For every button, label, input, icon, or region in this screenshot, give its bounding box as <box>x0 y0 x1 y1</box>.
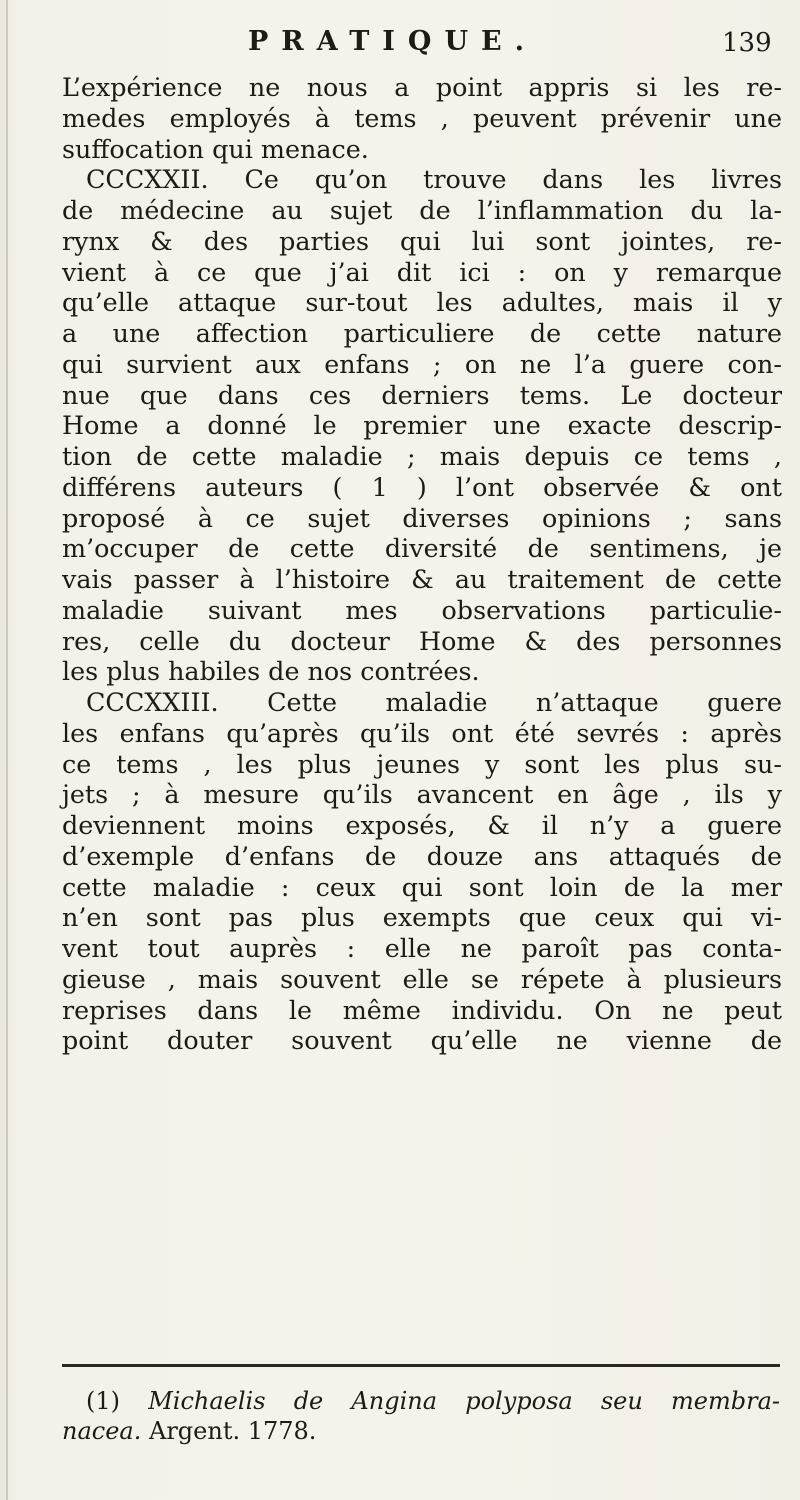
text-line: maladie suivant mes observations particulie- <box>62 594 782 625</box>
text-line: différens auteurs ( 1 ) l’ont observée & ont <box>62 471 782 502</box>
text-line: m’occuper de cette diversité de sentimens, je <box>62 533 782 564</box>
page-gutter-shadow <box>6 0 8 1500</box>
paragraph-start-cccxxii: CCCXXII. Ce qu’on trouve dans les livres <box>86 164 782 195</box>
footnote-citation-title-end: nacea. <box>62 1417 142 1445</box>
text-line: d’exemple d’enfans de douze ans attaqués de <box>62 840 782 871</box>
text-line: medes employés à tems , peuvent prévenir une <box>62 102 782 133</box>
text-line: vent tout auprès : elle ne paroît pas conta- <box>62 933 782 963</box>
footnote <box>62 1386 780 1446</box>
text-line: reprises dans le même individu. On ne peut <box>62 994 782 1025</box>
text-line: nue que dans ces derniers tems. Le docteur <box>62 379 782 410</box>
text-line: a une affection particuliere de cette nature <box>62 318 782 348</box>
footnote-marker: (1) <box>86 1387 120 1415</box>
text-line: jets ; à mesure qu’ils avancent en âge , ils y <box>62 779 782 810</box>
text-line: vient à ce que j’ai dit ici : on y remarque <box>62 256 782 287</box>
running-title: PRATIQUE. <box>248 26 537 57</box>
text-line: qui survient aux enfans ; on ne l’a guere con- <box>62 348 782 379</box>
text-line: ce tems , les plus jeunes y sont les plus su- <box>62 748 782 779</box>
text-line: deviennent moins exposés, & il n’y a guere <box>62 810 782 840</box>
text-line: vais passer à l’histoire & au traitement de cette <box>62 564 782 594</box>
text-line: qu’elle attaque sur-tout les adultes, mais il y <box>62 287 782 318</box>
text-line: res, celle du docteur Home & des personnes <box>62 625 782 656</box>
text-line: gieuse , mais souvent elle se répete à plusieurs <box>62 963 782 994</box>
text-line: L’expérience ne nous a point appris si les re- <box>62 72 782 102</box>
footnote-line-2 <box>62 1416 780 1446</box>
paragraph-start-cccxxiii: CCCXXIII. Cette maladie n’attaque guere <box>86 687 782 717</box>
text-line: les enfans qu’après qu’ils ont été sevrés : après <box>62 717 782 748</box>
text-line: n’en sont pas plus exempts que ceux qui vi- <box>62 902 782 933</box>
text-line: les plus habiles de nos contrées. <box>62 656 480 687</box>
footnote-line-1 <box>62 1386 780 1416</box>
running-head <box>0 26 800 66</box>
footnote-citation-place-year: Argent. 1778. <box>149 1417 317 1445</box>
text-line: proposé à ce sujet diverses opinions ; sans <box>62 502 782 533</box>
footnote-divider <box>62 1364 780 1367</box>
text-line: suffocation qui menace. <box>62 133 369 164</box>
text-line: de médecine au sujet de l’inflammation du la- <box>62 195 782 225</box>
footnote-citation-title: Michaelis de Angina polyposa seu membra- <box>148 1387 780 1415</box>
text-line: tion de cette maladie ; mais depuis ce tems , <box>62 441 782 471</box>
page-number: 139 <box>722 28 772 58</box>
text-line: cette maladie : ceux qui sont loin de la mer <box>62 871 782 902</box>
text-line: Home a donné le premier une exacte descrip- <box>62 410 782 441</box>
text-line: rynx & des parties qui lui sont jointes, re- <box>62 225 782 256</box>
body-text <box>62 72 782 1056</box>
text-line: point douter souvent qu’elle ne vienne de <box>62 1025 782 1056</box>
